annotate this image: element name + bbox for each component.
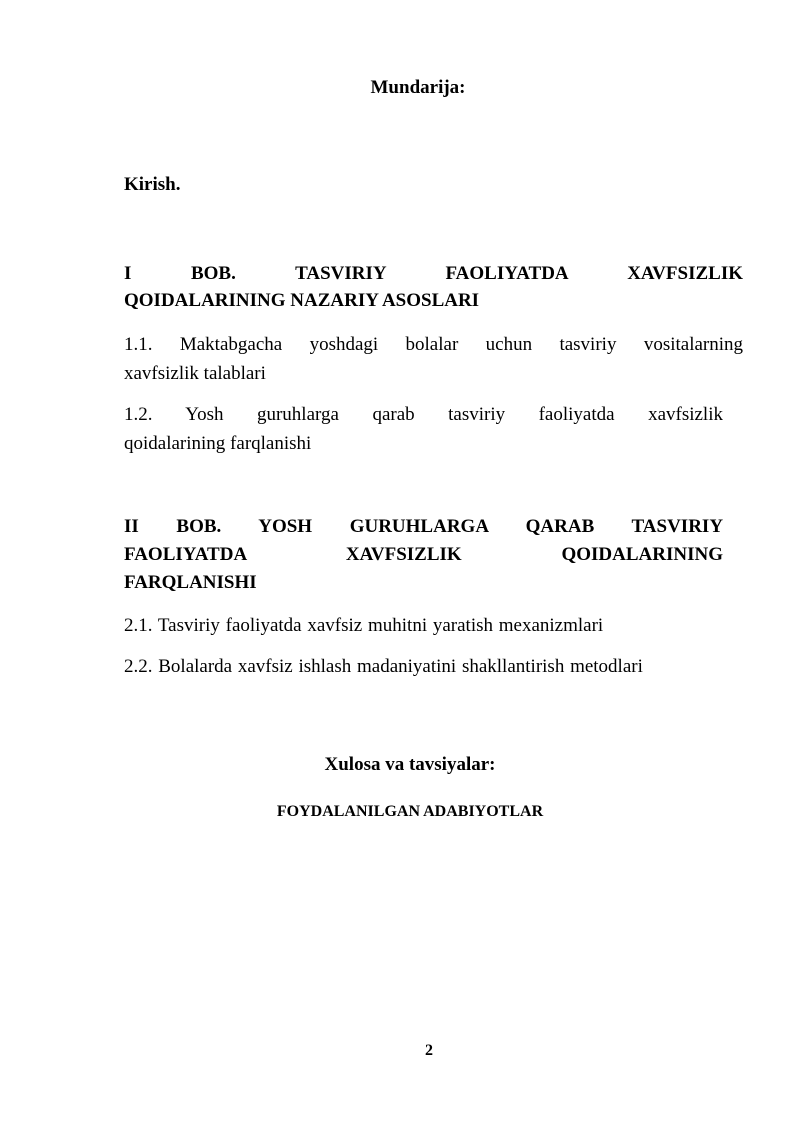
chapter2-word: GURUHLARGA: [349, 516, 488, 537]
toc-intro: Kirish.: [124, 174, 181, 195]
chapter1-word: I: [124, 263, 132, 284]
section-word: 1.1.: [124, 334, 153, 355]
toc-chapter2-line2: [124, 544, 723, 566]
chapter2-word: TASVIRIY: [631, 516, 724, 537]
section-word: Yosh: [185, 404, 224, 425]
toc-section-2-2: 2.2. Bolalarda xavfsiz ishlash madaniyatini shakllantirish metodlari: [124, 656, 643, 677]
chapter2-word: QARAB: [525, 516, 595, 537]
toc-conclusion: Xulosa va tavsiyalar:: [324, 754, 496, 775]
section-word: qarab: [372, 404, 415, 425]
toc-references: FOYDALANILGAN ADABIYOTLAR: [276, 803, 544, 820]
chapter2-word: II: [124, 516, 139, 537]
section-word: Maktabgacha: [179, 334, 283, 355]
chapter1-word: XAVFSIZLIK: [627, 263, 743, 284]
chapter2-word: XAVFSIZLIK: [345, 544, 462, 565]
section-word: xavfsizlik: [648, 404, 723, 425]
section-word: uchun: [485, 334, 533, 355]
toc-chapter1-line2: QOIDALARINING NAZARIY ASOSLARI: [124, 290, 480, 311]
section-word: guruhlarga: [256, 404, 339, 425]
toc-section-1-2-line1: [124, 404, 723, 426]
toc-chapter1-line1: [124, 263, 743, 285]
chapter2-word: FAOLIYATDA: [124, 544, 247, 565]
toc-section-1-2-line2: qoidalarining farqlanishi: [124, 433, 312, 454]
chapter1-word: TASVIRIY: [295, 263, 386, 284]
section-word: 1.2.: [124, 404, 153, 425]
section-word: tasviriy: [559, 334, 617, 355]
chapter2-word: YOSH: [258, 516, 313, 537]
page-number: 2: [425, 1042, 433, 1059]
toc-section-1-1-line2: xavfsizlik talablari: [124, 363, 266, 384]
section-word: vositalarning: [643, 334, 744, 355]
toc-section-2-1: 2.1. Tasviriy faoliyatda xavfsiz muhitni yaratish mexanizmlari: [124, 615, 604, 636]
section-word: faoliyatda: [538, 404, 615, 425]
section-word: tasviriy: [448, 404, 506, 425]
chapter2-word: QOIDALARINING: [561, 544, 723, 565]
section-word: yoshdagi: [309, 334, 379, 355]
section-word: bolalar: [405, 334, 459, 355]
chapter2-word: BOB.: [176, 516, 222, 537]
toc-section-1-1-line1: [124, 334, 743, 356]
chapter1-word: FAOLIYATDA: [445, 263, 568, 284]
page-title: Mundarija:: [370, 77, 466, 98]
chapter1-word: BOB.: [190, 263, 236, 284]
toc-chapter2-line1: [124, 516, 723, 538]
toc-chapter2-line3: FARQLANISHI: [124, 572, 257, 593]
